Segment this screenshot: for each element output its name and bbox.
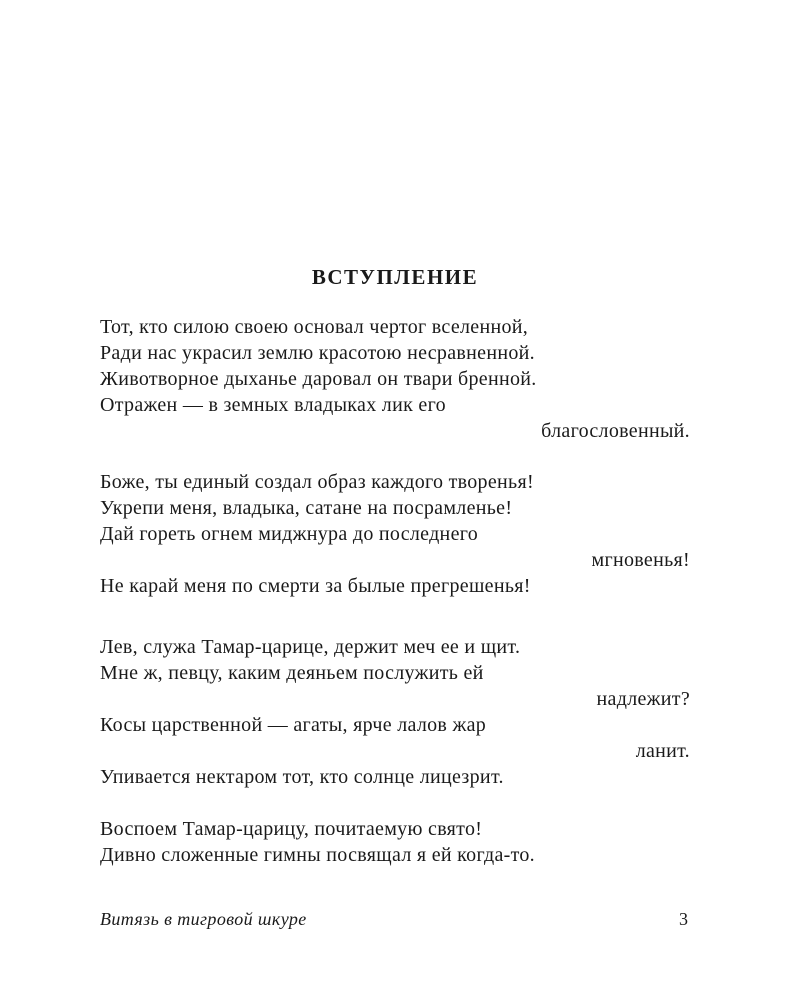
verse-line: Боже, ты единый создал образ каждого творенья! — [100, 471, 534, 493]
verse-line: Мне ж, певцу, каким деяньем послужить ей — [100, 662, 484, 684]
verse-line: Отражен — в земных владыках лик его — [100, 394, 446, 416]
page-number: 3 — [679, 909, 688, 929]
running-footer-title: Витязь в тигровой шкуре — [100, 909, 307, 929]
verse-line: Лев, служа Тамар-царице, держит меч ее и щит. — [100, 636, 521, 658]
verse-line: Дивно сложенные гимны посвящал я ей когда-то. — [100, 844, 535, 866]
verse-line-continuation: благословенный. — [541, 420, 690, 442]
verse-line: Упивается нектаром тот, кто солнце лицезрит. — [100, 766, 504, 788]
verse-line-continuation: ланит. — [635, 740, 690, 762]
verse-line: Животворное дыханье даровал он твари бренной. — [100, 368, 537, 390]
stanza-3 — [100, 634, 690, 790]
verse-line: Дай гореть огнем миджнура до последнего — [100, 523, 479, 545]
verse-line-continuation: надлежит? — [596, 688, 690, 710]
verse-line-continuation: мгновенья! — [591, 549, 690, 571]
verse-line: Ради нас украсил землю красотою несравненной. — [100, 342, 535, 364]
verse-line: Укрепи меня, владыка, сатане на посрамленье! — [100, 497, 513, 519]
stanza-2 — [100, 469, 690, 599]
verse-line: Воспоем Тамар-царицу, почитаемую свято! — [100, 818, 483, 840]
stanza-1 — [100, 314, 690, 444]
page-footer — [100, 906, 690, 932]
stanza-4 — [100, 816, 690, 868]
verse-line: Косы царственной — агаты, ярче лалов жар — [100, 714, 487, 736]
chapter-title: ВСТУПЛЕНИЕ — [311, 265, 479, 289]
verse-line: Тот, кто силою своею основал чертог вселенной, — [100, 316, 529, 338]
verse-line: Не карай меня по смерти за былые прегрешенья! — [100, 575, 531, 597]
